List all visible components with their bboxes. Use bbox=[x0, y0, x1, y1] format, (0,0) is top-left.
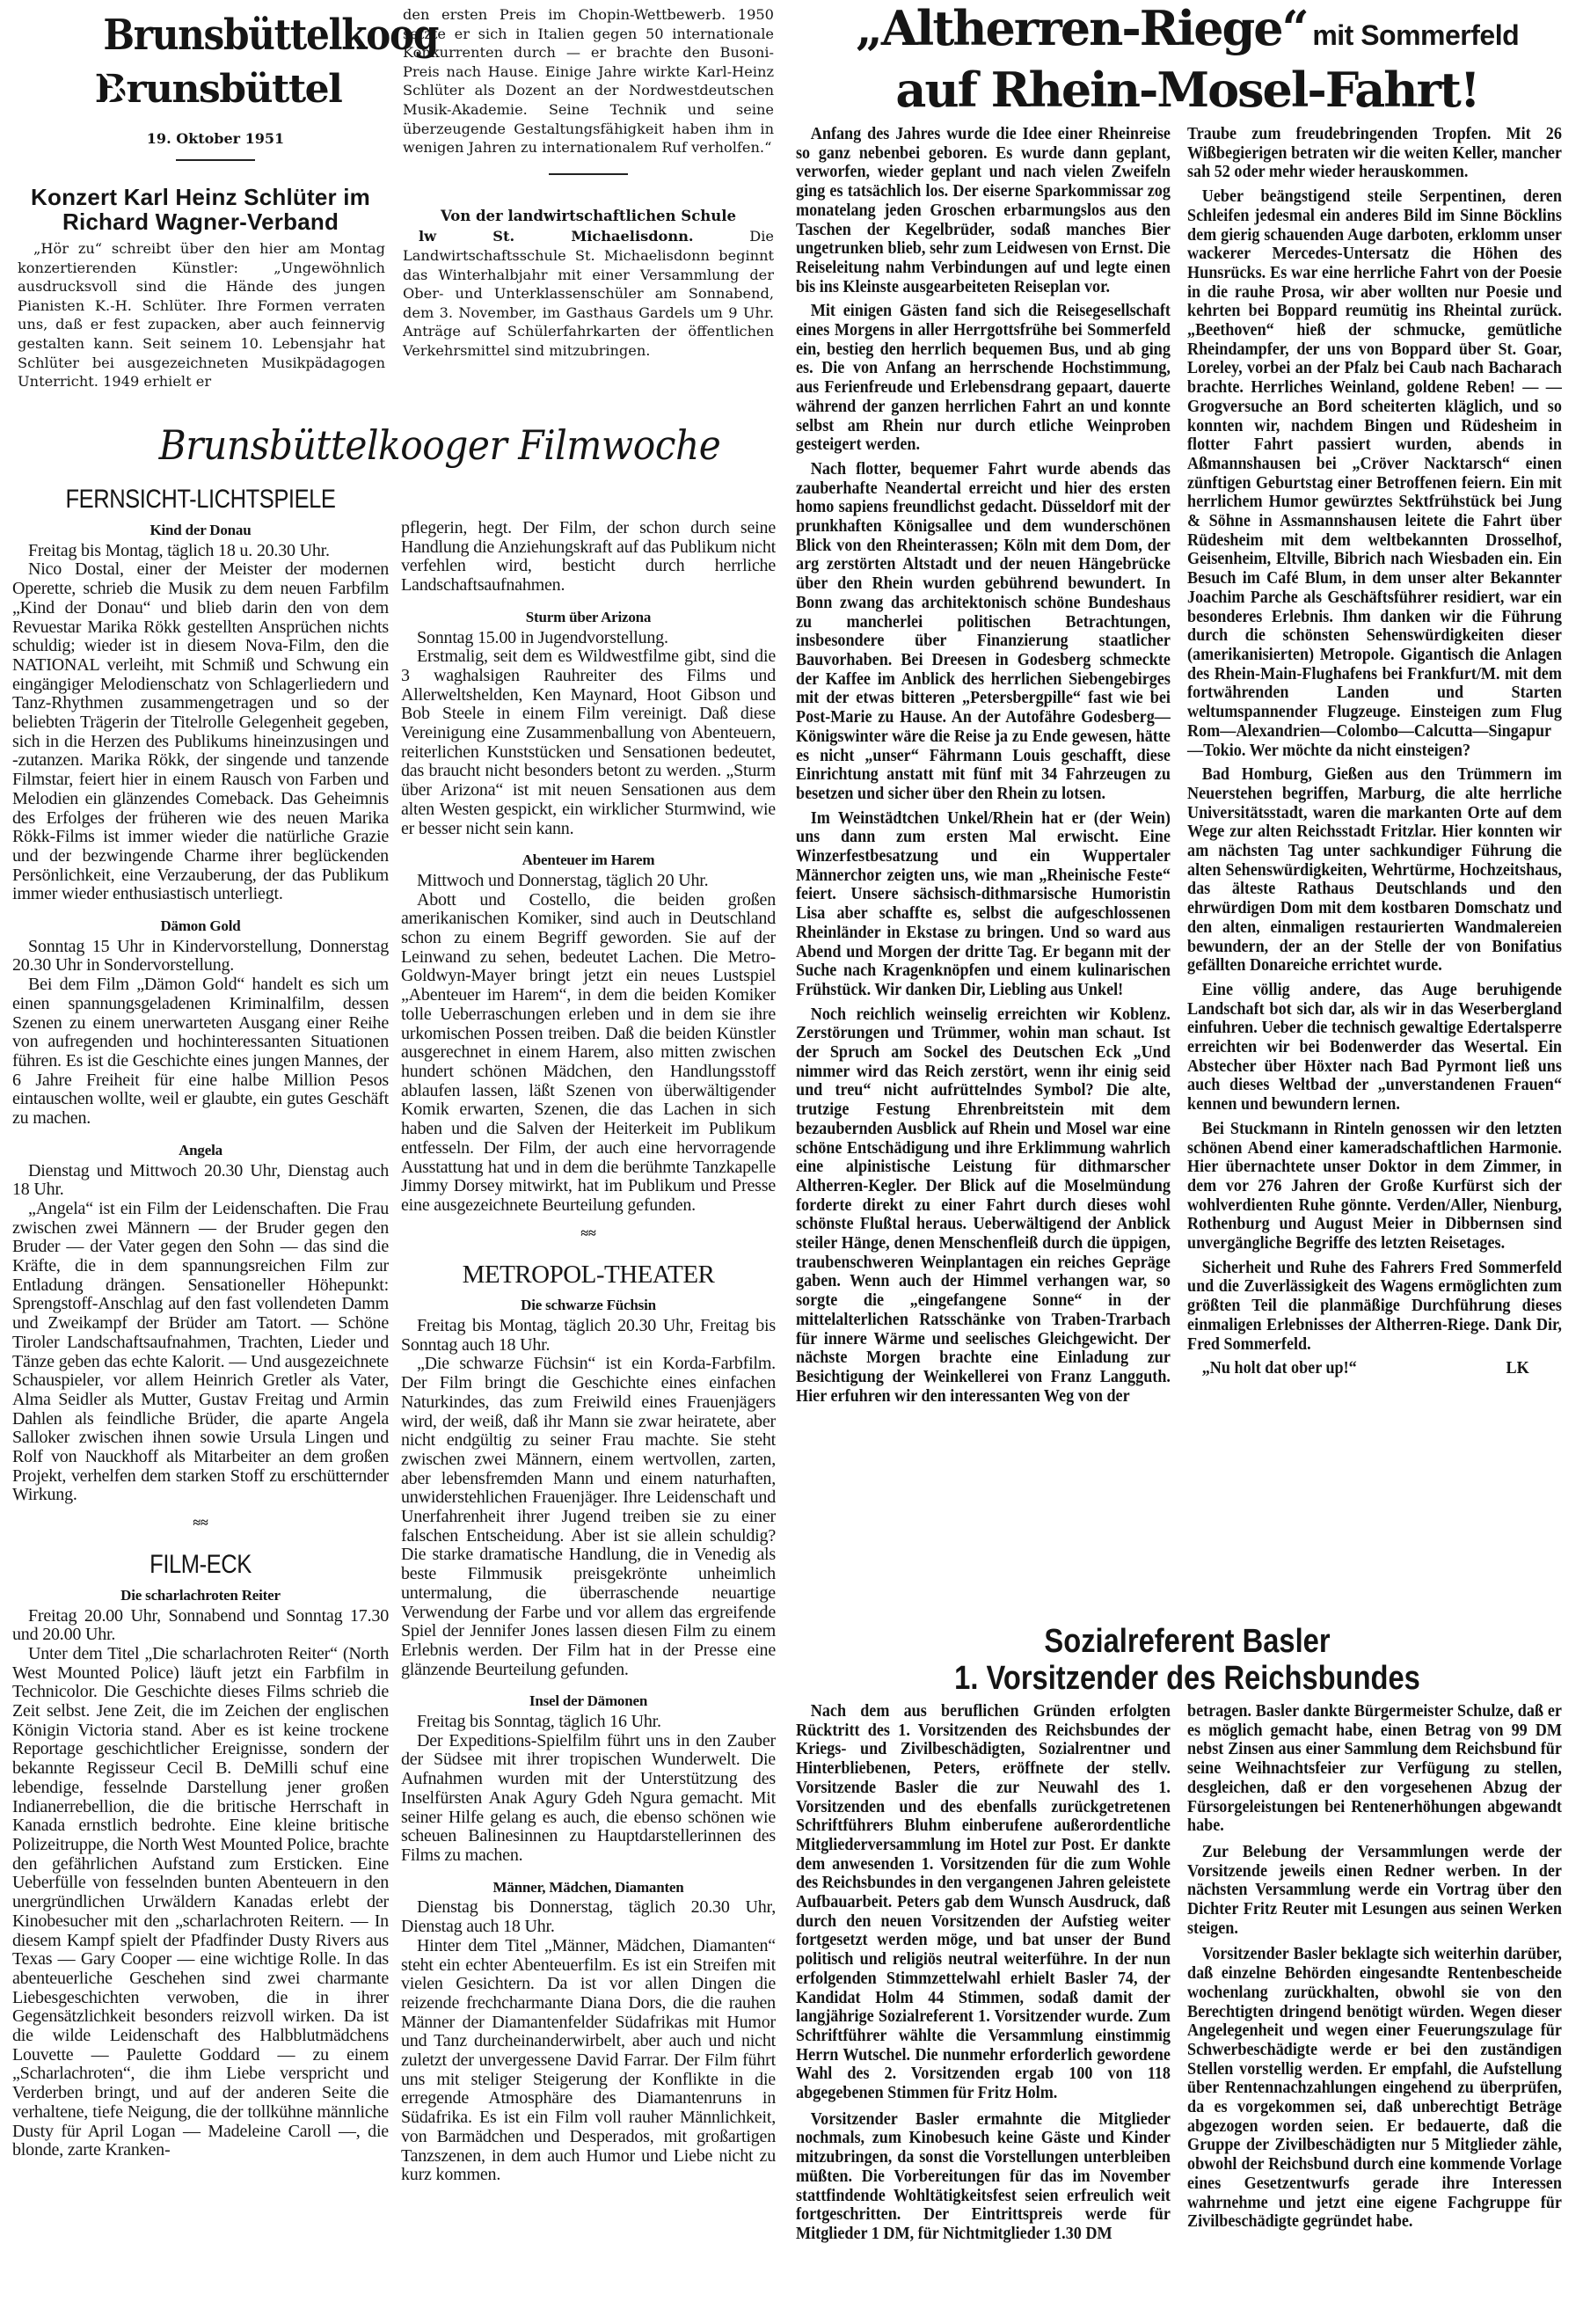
masthead-title-line1: Brunsbüttelkoog bbox=[103, 11, 439, 60]
film-insel-der-daemonen bbox=[401, 1692, 776, 1865]
paragraph: Vorsitzender Basler beklagte sich weiterhin darüber, daß einzelne Behörden eingesandte Rentenbescheide wochenlang zurückhalten, obwohl sie von den Berechtigten dringend benötigt würden. Wegen dieser Angelegenheit und wegen einer Feuerungszulage für Schwerbeschädigte werde er bei den zuständigen Stellen vorstellig werden. Er empfahl, die Aufstellung über Rentennachzahlungen eingehend zu überprüfen, da es vorgekommen sei, daß unberechtigt Beträge abgezogen worden seien. Er bedauerte, daß die Gruppe der Zivilbeschädigten nur 5 Mitglieder zähle, obwohl der Reichsbund durch eine kommende Vorlage eines Gesetzentwurfs gerade ihre Interessen wahrnehme und jetzt eine eigene Fachgruppe für Zivilbeschädigte gegründet habe. bbox=[1187, 1945, 1562, 2232]
masthead-title-line2: Brunsbüttel bbox=[94, 67, 342, 112]
film-kind-der-donau bbox=[12, 521, 389, 904]
altherren-column-1 bbox=[796, 125, 1171, 1406]
film-times: Freitag bis Montag, täglich 20.30 Uhr, Freitag bis Sonntag auch 18 Uhr. bbox=[401, 1316, 776, 1355]
film-title: Kind der Donau bbox=[150, 522, 252, 538]
schule-headline: Von der landwirtschaftlichen Schule bbox=[440, 207, 737, 224]
paragraph: Anfang des Jahres wurde die Idee einer Rheinreise so ganz nebenbei geboren. Es wurde dann geplant, verworfen, wieder geplant und nach vielen Zweifeln ging es tatsächlich los. Der eiserne Sparkommissar zog monatelang jeden Groschen erbarmungslos aus den Taschen der Kegelbrüder, sodaß manches Bier ungetrunken blieb, sehr zum Leidwesen von Ernst. Die Reiseleitung nahm Verbindungen auf und legte einen bis ins Kleinste ausgearbeiteten Reiseplan vor. bbox=[796, 125, 1171, 296]
film-times: Dienstag und Mittwoch 20.30 Uhr, Dienstag auch 18 Uhr. bbox=[12, 1160, 389, 1200]
film-times: Freitag bis Montag, täglich 18 u. 20.30 Uhr. bbox=[28, 540, 330, 560]
film-schwarze-fuechsin bbox=[401, 1296, 776, 1679]
film-description: „Die schwarze Füchsin“ ist ein Korda-Farbfilm. Der Film bringt die Geschichte eines einfachen Naturkindes, das zum Freiwild eines Frauenjägers wird, der weiß, daß ihr Mann sie zwar heiratete, aber nicht endgültig zu seiner Frau machte. Sie steht zwischen zwei Männern, einem wertvollen, zarten, aber lebensfremden Mann und einem naturhaften, unwiderstehlichen Frauenjäger. Ihre Leidenschaft und Unerfahrenheit ihrer Jugend treiben sie zu einer falschen Entscheidung. Aber ist sie allein schuldig? Die starke dramatische Handlung, die in Venedig als beste Filmmusik preisgekrönte unheimlich untermalung, die überraschende neuartige Verwendung der Farbe und vor allem das ergreifende Spiel der Jennifer Jones lassen diesen Film zu einem Erlebnis werden. Der Film hat in der Presse eine glänzende Beurteilung gefunden. bbox=[401, 1354, 776, 1679]
film-title: Insel der Dämonen bbox=[529, 1692, 648, 1710]
schule-body: Die Landwirtschaftsschule St. Michaelisdonn beginnt das Winterhalbjahr mit einer Versammlung der Ober- und Unterklassenschüler am Sonnabend, dem 3. November, im Gasthaus Gardels um 9 Uhr. Anträge auf Schülerfahrkarten der öffentlichen Verkehrsmittel sind mitzubringen. bbox=[403, 228, 774, 359]
paragraph: Bei Stuckmann in Rinteln genossen wir den letzten schönen Abend einer kameradschaftlichen Harmonie. Hier übernachtete unser Doktor in dem Zimmer, in dem vor 276 Jahren der Große Kurfürst sich der wohlverdienten Ruhe gönnte. Verden/Aller, Nienburg, Rothenburg und August Meier in Dibbernsen sind unvergängliche Begriffe des letzten Reisetages. bbox=[1187, 1119, 1562, 1253]
film-abenteuer-im-harem bbox=[401, 851, 776, 1215]
issue-date: 19. Oktober 1951 bbox=[146, 130, 285, 147]
paragraph: Nach dem aus beruflichen Gründen erfolgten Rücktritt des 1. Vorsitzenden des Reichsbundes der Kriegs- und Zivilbeschädigten, Sozialrentner und Hinterbliebenen, Peters, eröffnete der stellv. Vorsitzende Basler die zur Neuwahl des 1. Vorsitzenden und des ebenfalls zurückgetretenen Schriftführers Bluhm einberufene außerordentliche Mitgliederversammlung im Hotel zur Post. Er dankte dem anwesenden 1. Vorsitzenden für die zum Wohle des Reichsbundes in den vergangenen Jahren geleistete Aufbauarbeit. Peters gab dem Wunsch Ausdruck, daß durch den neuen Vorsitzenden der Aufstieg weiter fortgesetzt werden möge, und bat unser der Bund politisch und religiös neutral weiterführe. In der nun erfolgenden Stimmzettelwahl erhielt Basler 74, der Kandidat Holm 44 Stimmen, sodaß damit der langjährige Sozialreferent 1. Vorsitzender wurde. Zum Schriftführer wählte die Versammlung einstimmig Herrn Wutschel. Die nunmehr erforderlich gewordene Wahl des 2. Vorsitzenden ergab 100 von 118 abgegebenen Stimmen für Fritz Holm. bbox=[796, 1702, 1171, 2103]
film-daemon-gold bbox=[12, 917, 389, 1129]
film-description: Bei dem Film „Dämon Gold“ handelt es sich um einen spannungsgeladenen Kriminalfilm, dessen Szenen zu einem unerwarteten Ausgang einer Reihe von aufregenden und hochinteressanten Situationen führen. Es ist die Geschichte eines jungen Mannes, der 6 Jahre Freiheit für eine halbe Million Pesos eintauschen wollte, weil er glaubte, ein gutes Geschäft zu machen. bbox=[12, 975, 389, 1129]
film-description: Unter dem Titel „Die scharlachroten Reiter“ (North West Mounted Police) läuft jetzt ein Farbfilm in Technicolor. Die Geschichte dieses Films schrieb die Zeit selbst. Jene Zeit, die im Zeichen der englischen Königin Victoria stand. Aber es ist keine trockene Reportage geschichtlicher Ereignisse, sondern der bekannte Regisseur Cecil B. DeMilli schuf eine lebendige, fesselnde Darstellung jener großen Indianerrebellion, die die britische Herrschaft in Kanada ernstlich bedrohte. Eine kleine britische Polizeitruppe, die North West Mounted Police, brachte den gefährlichen Aufstand zum Ersticken. Eine Ueberfülle von fesselnden bunten Abenteuern in den unergründlichen Urwäldern Kanadas erlebt der Kinobesucher mit den „scharlachroten Reitern. — In diesem Kampf spielt der Pfadfinder Dusty Rivers aus Texas — Gary Cooper — eine wichtige Rolle. In das abenteuerliche Geschehen sind zwei charmante Liebesgeschichten verwoben, die in ihrer Gegensätzlichkeit besonders reizvoll wirken. Da ist die wilde Leidenschaft des Halbblutmädchens Louvette — Paulette Goddard — zu einem „Scharlachroten“, die ihm Liebe verspricht und Verderben bringt, und auf der anderen Seite die verhaltene, tiefe Neigung, die der tollkühne männliche Dusty für April Logan — Madeleine Caroll —, die blonde, zarte Kranken- bbox=[12, 1643, 389, 2160]
paragraph: Nach flotter, bequemer Fahrt wurde abends das zauberhafte Neandertal erreicht und hier des ersten homo sapiens freundlichst gedacht. Düsseldorf mit der prunkhaften Königsallee und dem wunderschönen Blick von den Rheinterassen; Köln mit dem Dom, der arg zerstörten Altstadt und der neuen Hängebrücke über den Rhein wurden gebührend bewundert. In Bonn zwang das architektonisch schöne Bundeshaus zu mancherlei politischen Betrachtungen, insbesondere über Finanzierung staatlicher Bauvorhaben. Bei Dreesen in Godesberg schmeckte der Kaffee im Anblick des herrlichen Siebengebirges mit der etwas bitteren „Petersbergpille“ fast wie bei Post-Marie zu Hause. An der Autofähre Godesberg—Königswinter wäre die Reise ja zu Ende gewesen, hätte es nicht „unser“ Fährmann Louis geschafft, diese Einrichtung anstatt mit fünf mit 34 Fahrzeugen zu besetzen und sicher über den Rhein zu lotsen. bbox=[796, 459, 1171, 803]
paragraph: Zur Belebung der Versammlungen werde der Vorsitzende jeweils einen Redner werben. In der nächsten Versammlung werde ein Vortrag über den Dichter Fritz Reuter mit Lesungen aus seinen Werken steigen. bbox=[1187, 1842, 1562, 1938]
fernsicht-section bbox=[12, 482, 389, 2160]
closing-quote: „Nu holt dat ober up!“ bbox=[1201, 1359, 1357, 1378]
section-separator: ≈≈ bbox=[193, 1516, 208, 1531]
headline-part3: auf Rhein-Mosel-Fahrt! bbox=[895, 62, 1479, 118]
paragraph: Bad Homburg, Gießen aus den Trümmern im Neuerstehen begriffen, Marburg, die alte herrliche Universitätsstadt, waren die markanten Orte auf dem Wege zur alten Reichsstadt Fritzlar. Hier konnten wir am nächsten Tag unter sachkundiger Führung die alten Sehenswürdigkeiten, Wehrtürme, Hochzeitshaus, das älteste Rathaus Deutschlands und den ehrwürdigen Dom mit dem kostbaren Domschatz und den alten, einmaligen restaurierten Wandmalereien bewundern, der an der Stelle der von Bonifatius gefällten Donareiche errichtet wurde. bbox=[1187, 765, 1562, 976]
filmeck-continued-section bbox=[401, 519, 776, 2185]
altherren-column-2 bbox=[1187, 125, 1562, 1378]
masthead bbox=[88, 11, 439, 161]
schule-dateline: lw St. Michaelisdonn. bbox=[419, 228, 694, 245]
film-title: Die scharlachroten Reiter bbox=[120, 1586, 281, 1604]
paragraph: Ueber beängstigend steile Serpentinen, deren Schleifen jedesmal ein anderes Bild im Sinne Böcklins dem gierig schauenden Auge darboten, erklomm unser wackerer Mercedes-Untersatz die Höhen des Hunsrücks. Es war eine herrliche Fahrt von der Poesie in die rauhe Prosa, wir aber wollten nur Poesie und kehrten bei Boppard reumütig ins Rheintal zurück. „Beethoven“ hieß der schmucke, gemütliche Rheindampfer, der uns von Boppard über St. Goar, Loreley, vorbei an der Pfalz bei Caub nach Bacharach brachte. Herrliches Weinland, goldene Reben! — — Grogversuche an Bord scheiterten kläglich, und so konnten wir, nachdem Bingen und Rüdesheim in flotter Fahrt passiert wurden, abends in Aßmannshausen bei „Cröver Nacktarsch“ einen zünftigen Geburtstag einer Betroffenen feiern. Ein mit herrlichem Humor gewürztes Sektfrühstück bei Jung & Söhne in Assmannshausen leitete die Fahrt über Rüdesheim mit dem weltbekannten Drosselhof, Geisenheim, Eltville, Bibrich nach Wiesbaden ein. Ein Besuch im Café Blum, in dem unser alter Bekannter Joachim Parche als Geschäftsführer residiert, war ein besonderes Erlebnis. Ihm danken wir die Führung durch die schönsten Sehenswürdigkeiten dieser (amerikanisierten) Metropole. Gigantisch die Anlagen des Rhein-Main-Flughafens bei Frankfurt/M. mit dem fortwährenden Landen und Starten weltumspannender Flugzeuge. Einsteigen zum Flug Rom—Alexandrien—Colombo—Calcutta—Singapur—Tokio. Wer möchte da nicht einsteigen? bbox=[1187, 187, 1562, 760]
film-title: Dämon Gold bbox=[160, 917, 241, 935]
cinema-name-filmeck: FILM-ECK bbox=[150, 1549, 252, 1579]
paragraph: Im Weinstädtchen Unkel/Rhein hat er (der Wein) uns dann zum ersten Mal erwischt. Eine Winzerfestbesatzung und ein Wuppertaler Männerchor zeigten uns, wie man „Rheinische Feste“ feiert. Unsere sächsisch-dithmarsische Humoristin Lisa aber schaffte es, selbst die aufgeschlossenen Rheinländer in Ekstase zu bringen. Und so ward aus Abend und Morgen der dritte Tag. Er begann mit der Suche nach Kragenknöpfen und einem kulinarischen Frühstück. Wir danken Dir, Liebling aus Unkel! bbox=[796, 808, 1171, 999]
author-signature: LK bbox=[1506, 1359, 1529, 1378]
film-title: Abenteuer im Harem bbox=[522, 851, 655, 869]
film-title: Angela bbox=[179, 1141, 222, 1158]
film-times: Freitag bis Sonntag, täglich 16 Uhr. bbox=[417, 1712, 661, 1732]
film-description: Abott und Costello, die beiden großen amerikanischen Komiker, sind auch in Deutschland schon zu einem Begriff geworden. Sie auf der Leinwand zu sehen, bedeutet Lachen. Die Metro-Goldwyn-Mayer bringt jetzt ein neues Lustspiel „Abenteuer im Harem“, in dem die beiden Komiker tolle Ueberraschungen erleben und in dem sie ihre urkomischen Possen treiben. Daß die beiden Künstler ausgerechnet in einem Harem, also mitten zwischen hundert schönen Mädchen, den Handlungsstoff ablaufen lassen, läßt Szenen von überwältigender Komik erwarten, Szenen, die das Lachen in sich haben und die Salven der Heiterkeit im Publikum entfesseln. Der Film, der auch eine hervorragende Ausstattung hat und in dem die berühmte Tanzkapelle Jimmy Dorsey mitwirkt, hat im Publikum und Presse eine ausgezeichnete Beurteilung gefunden. bbox=[401, 889, 776, 1215]
cinema-name-metropol: METROPOL-THEATER bbox=[462, 1261, 715, 1290]
film-description: Erstmalig, seit dem es Wildwestfilme gibt, sind die 3 waghalsigen Rauhreiter des Films und Allerweltshelden, Ken Maynard, Hoot Gibson und Bob Steele in einem Film vereinigt. Daß diese Vereinigung eine Zusammenballung von Abenteuern, reiterlichen Kunststücken und Sensationen bedeutet, das braucht nicht besonders betont zu werden. „Sturm über Arizona“ ist mit neuen Sensationen aus dem alten Westen gespickt, ein wirklicher Sturmwind, wie er besser nicht sein kann. bbox=[401, 647, 776, 838]
konzert-paragraph-continued: den ersten Preis im Chopin-Wettbewerb. 1950 setzte er sich in Italien gegen 50 internationale Konkurrenten durch — er brachte den Busoni-Preis nach Hause. Einige Jahre wirkte Karl-Heinz Schlüter als Dozent an der Nordwestdeutschen Musik-Akademie. Seine Technik und seine überzeugende Gestaltungsfähigkeit haben ihm in wenigen Jahren zu internationalem Ruf verholfen.“ bbox=[403, 6, 774, 157]
filmwoche-title: Brunsbüttelkooger Filmwoche bbox=[158, 421, 721, 469]
paragraph: Vorsitzender Basler ermahnte die Mitglieder nochmals, zum Kinobesuch keine Gäste und Kinder mitzubringen, da sonst die Vorstellungen unterbleiben müßten. Die Vorbereitungen für das im November stattfindende Wohltätigkeitsfest seien erfreulich weit fortgeschritten. Der Eintrittspreis werde für Mitglieder 1 DM, für Nichtmitglieder 1.30 DM bbox=[796, 2109, 1171, 2243]
masthead-title-line2-row bbox=[88, 58, 343, 121]
headline-line2: 1. Vorsitzender des Reichsbundes bbox=[954, 1660, 1420, 1697]
divider bbox=[549, 173, 628, 175]
paragraph: Traube zum freudebringenden Tropfen. Mit 26 Wißbegierigen betraten wir die weiten Keller, mancher sah 52 oder mehr wieder herauskommen. bbox=[1187, 125, 1562, 182]
paragraph: Mit einigen Gästen fand sich die Reisegesellschaft eines Morgens in aller Herrgottsfrühe bei Sommerfeld ein, bestieg den herrlich bequemen Bus, und ab ging es. Die von Anfang an herrschende Hochstimmung, aus Ferienfreude und Erlebensdrang gepaart, dauerte während der ganzen herrlichen Fahrt an und konnte selbst am Rhein nur durch etliche Weinproben gesteigert werden. bbox=[796, 302, 1171, 455]
film-description-continued: pflegerin, hegt. Der Film, der schon durch seine Handlung die Anziehungskraft auf das Publikum nicht verfehlen wird, besticht durch herrliche Landschaftsaufnahmen. bbox=[401, 518, 776, 596]
film-times: Dienstag bis Donnerstag, täglich 20.30 Uhr, Dienstag auch 18 Uhr. bbox=[401, 1897, 776, 1937]
paragraph: Noch reichlich weinselig erreichten wir Koblenz. Zerstörungen und Trümmer, wohin man schaut. Ist der Spruch am Sockel des Deutschen Eck „Und nimmer wird das Reich zerstört, wenn ihr einig seid und treu“ nicht aufrüttelndes Symbol? Die alte, trutzige Festung Ehrenbreitstein mit dem bezaubernden Ausblick auf Rhein und Mosel war eine schöne Entschädigung und ihre Erklimmung wahrlich eine alpinistische Leistung für dithmarscher Altherren-Kegler. Der Blick auf die Moselmündung forderte direkt zu einer Fahrt durch dieses wohl schönste Flußtal heraus. Ueberwältigend der Anblick steiler Hänge, denen Menschenfleiß durch die üppigen, traubenschweren Weinplantagen ein reiches Gepräge gaben. Wenn auch der Himmel verhangen war, so sorgte die „eingefangene Sonne“ in der mittelalterlichen Ratsschänke von Traben-Trarbach für innere Wärme und seelisches Gleichgewicht. Der nächste Morgen brachte eine Einladung zur Besichtigung der Weinkellerei von Franz Langguth. Hier erfuhren wir den interessanten Weg von der bbox=[796, 1005, 1171, 1406]
konzert-headline: Konzert Karl Heinz Schlüter im Richard Wagner-Verband bbox=[31, 184, 370, 235]
film-title: Sturm über Arizona bbox=[525, 608, 652, 625]
film-description: Der Expeditions-Spielfilm führt uns in den Zauber der Südsee mit ihrer tropischen Wunderwelt. Die Aufnahmen wurden mit der Unterstützung des Inselfürsten Anak Agury Gdeh Ngura gemacht. Mit seiner Hilfe gelang es auch, die ebenso schönen wie scheuen Balinesinnen zu Hauptdarstellerinnen des Films zu machen. bbox=[401, 1730, 776, 1865]
paragraph: Eine völlig andere, das Auge beruhigende Landschaft bot sich dar, als wir in das Weserbergland einfuhren. Ueber die technisch gewaltige Edertalsperre erreichten wir bei Bodenwerder das Wesertal. Ein Abstecher über Höxter nach Bad Pyrmont ließ uns auch dieses Weltbad der „unverstandenen Frauen“ kennen und bewundern lernen. bbox=[1187, 980, 1562, 1114]
altherren-headline bbox=[809, 0, 1565, 118]
paragraph: Sicherheit und Ruhe des Fahrers Fred Sommerfeld und die Zuverlässigkeit des Wagens ermöglichten zum größten Teil die planmäßige Durchführung dieses einmaligen Erlebnisses der Altherren-Riege. Dank Dir, Fred Sommerfeld. bbox=[1187, 1258, 1562, 1354]
headline-line1: Sozialreferent Basler bbox=[1044, 1623, 1331, 1660]
film-description: „Angela“ ist ein Film der Leidenschaften. Die Frau zwischen zwei Männern — der Bruder gegen den Bruder — der Vater gegen den Sohn — das sind die Kräfte, die in dem spannungsreichen Film zur Entladung drängen. Sensationeller Höhepunkt: Sprengstoff-Anschlag auf den fast vollendeten Damm und Zweikampf der Brüder am Tatort. — Schöne Tiroler Landschaftsaufnahmen, Trachten, Lieder und Tänze geben das echte Kalorit. — Und ausgezeichnete Schauspieler, vor allem Heinrich Gretler als Vater, Alma Seidler als Mutter, Gustav Freitag und Armin Dahlen als feindliche Brüder, die aparte Angela Salloker zwischen ihnen sowie Ursula Lingen und Rolf von Nauckhoff als Mitarbeiter an dem großen Projekt, verhelfen dem starken Stoff zu erschütternder Wirkung. bbox=[12, 1198, 389, 1505]
closing-line bbox=[1187, 1359, 1562, 1378]
sozialreferent-headline bbox=[893, 1623, 1483, 1697]
sozialreferent-column-2 bbox=[1187, 1702, 1562, 2232]
film-times: Sonntag 15.00 in Jugendvorstellung. bbox=[417, 627, 668, 647]
film-maenner-maedchen-diamanten bbox=[401, 1878, 776, 2185]
section-separator: ≈≈ bbox=[580, 1225, 596, 1241]
headline-part2: mit Sommerfeld bbox=[1312, 19, 1520, 51]
konzert-article-part1 bbox=[18, 239, 385, 391]
film-angela bbox=[12, 1141, 389, 1505]
sozialreferent-column-1 bbox=[796, 1702, 1171, 2244]
konzert-paragraph: „Hör zu“ schreibt über den hier am Montag konzertierenden Künstler: „Ungewöhnlich ausdrucksvoll sind die Hände des jungen Pianisten K.-H. Schlüter. Ihre Formen verraten uns, daß er fest zupacken, aber auch feinnervig gestalten kann. Seit seinem 10. Lebensjahr hat Schlüter bei ausgezeichneten Musikpädagogen Unterricht. 1949 erhielt er bbox=[18, 240, 385, 391]
film-title: Männer, Mädchen, Diamanten bbox=[492, 1878, 684, 1896]
divider bbox=[176, 159, 255, 161]
film-times: Sonntag 15 Uhr in Kindervorstellung, Donnerstag 20.30 Uhr in Sondervorstellung. bbox=[12, 936, 389, 976]
film-times: Mittwoch und Donnerstag, täglich 20 Uhr. bbox=[417, 870, 709, 890]
cinema-name-fernsicht: FERNSICHT-LICHTSPIELE bbox=[65, 485, 336, 514]
paragraph: betragen. Basler dankte Bürgermeister Schulze, daß er es möglich gemacht habe, einen Betrag von 99 DM nebst Zinsen aus einer Sammlung dem Reichsbund für seine Weihnachtsfeier zur Verfügung zu stellen, desgleichen, daß er den vorgesehenen Abzug der Fürsorgeleistungen bei Rentenerhöhungen abgewandt habe. bbox=[1187, 1702, 1562, 1836]
headline-part1: „Altherren-Riege“ bbox=[855, 0, 1308, 56]
film-sturm-ueber-arizona bbox=[401, 608, 776, 838]
film-description: Hinter dem Titel „Männer, Mädchen, Diamanten“ steht ein echter Abenteuerfilm. Es ist ein Streifen mit vielen Gesichtern. Da ist vor allen Dingen die reizende frechcharmante Diana Dors, die die rauhen Männer der Diamantenfelder Südafrikas mit Humor und Tanz durcheinanderwirbelt, aber auch und nicht zuletzt der unvergessene David Farrar. Der Film führt uns mit steliger Steigerung der Konflikte in die erregende Atmosphäre des Diamantenruns in Südafrika. Es ist ein Film voll rauher Männlichkeit, von Barmädchen und Desperados, mit großartigen Tanzszenen, in dem auch Humor und Liebe nicht zu kurz kommen. bbox=[401, 1935, 776, 2185]
film-scharlachroten-reiter bbox=[12, 1586, 389, 2160]
film-title: Die schwarze Füchsin bbox=[521, 1297, 656, 1314]
film-description: Nico Dostal, einer der Meister der modernen Operette, schrieb die Musik zu dem neuen Farbfilm „Kind der Donau“ und blieb darin den von dem Revuestar Marika Rökk gestellten Ansprüchen nichts schuldig; wieder ist in diesem Nova-Film, den die NATIONAL verleiht, mit Schmiß und Schwung ein eingängiger Melodienschatz von Schlagerliedern und Tanz-Rhythmen zusammengetragen und so der beliebten Trägerin der Titelrolle Gelegenheit gegeben, sich in die Herzen des Publikums hineinzusingen und -zutanzen. Marika Rökk, der singende und tanzende Filmstar, feiert hier in einem Rausch von Farben und Melodien ein glänzendes Comeback. Das Geheimnis des Erfolges der früheren wie des neuen Marika Rökk-Films ist immer wieder die natürliche Grazie und der bezwingende Charme ihrer beglückenden Persönlichkeit, eine Verzauberung, der das Publikum immer wieder enthusiastisch unterliegt. bbox=[12, 559, 389, 904]
film-times: Freitag 20.00 Uhr, Sonnabend und Sonntag 17.30 und 20.00 Uhr. bbox=[12, 1605, 389, 1645]
konzert-article-part2 bbox=[403, 5, 774, 361]
